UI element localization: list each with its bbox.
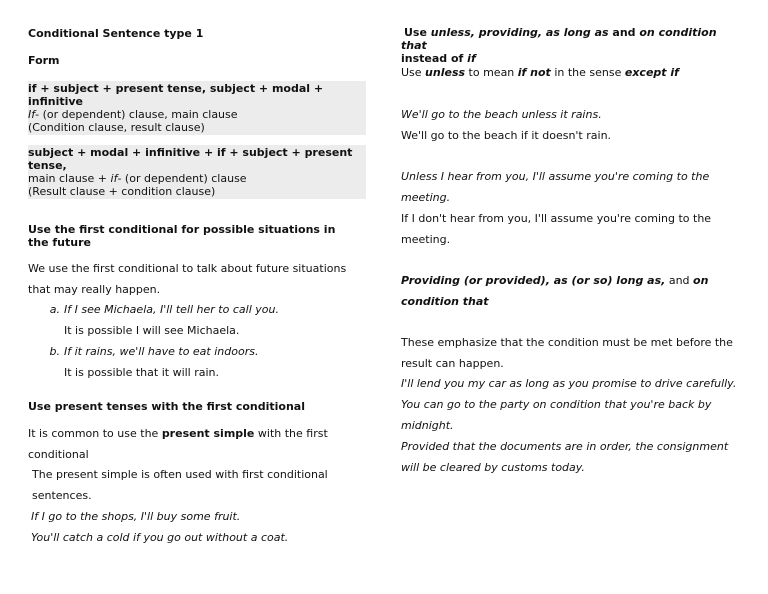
section2-example-1: If I go to the shops, I'll buy some fruit. bbox=[31, 510, 241, 523]
emphasis-note: These emphasize that the condition must be met before the result can happen. bbox=[401, 336, 733, 370]
form2-clauses: main clause + if- (or dependent) clause bbox=[28, 172, 247, 185]
providing-heading: Providing (or provided), as (or so) long as, and on condition that bbox=[401, 274, 709, 308]
unless-example-1: We'll go to the beach unless it rains. bbox=[401, 108, 602, 121]
example-documents: Provided that the documents are in order, the consignment will be cleared by customs today. bbox=[401, 440, 729, 474]
example-list bbox=[28, 299, 368, 383]
section2-example-2: You'll catch a cold if you go out without a coat. bbox=[31, 531, 289, 544]
section2-heading: Use present tenses with the first conditional bbox=[28, 400, 305, 413]
list-item-note: It is possible I will see Michaela. bbox=[64, 324, 240, 337]
unless-example-2-plain: If I don't hear from you, I'll assume you're coming to the meeting. bbox=[401, 212, 712, 246]
form2-names: (Result clause + condition clause) bbox=[28, 185, 216, 198]
example-party: You can go to the party on condition that you're back by midnight. bbox=[401, 398, 712, 432]
list-item: b. If it rains, we'll have to eat indoors. bbox=[49, 345, 259, 358]
list-item: a. If I see Michaela, I'll tell her to call you. bbox=[49, 303, 279, 316]
form-block-1 bbox=[28, 81, 366, 135]
list-item-note: It is possible that it will rain. bbox=[64, 366, 220, 379]
form1-names: (Condition clause, result clause) bbox=[28, 121, 205, 134]
unless-example-2: Unless I hear from you, I'll assume you're coming to the meeting. bbox=[401, 170, 710, 204]
section2-body: It is common to use the present simple with the first conditional bbox=[28, 427, 328, 461]
form-label: Form bbox=[28, 54, 60, 67]
section2-note: The present simple is often used with first conditional sentences. bbox=[32, 468, 328, 502]
form1-formula: if + subject + present tense, subject + modal + infinitive bbox=[28, 82, 324, 108]
section1-body: We use the first conditional to talk about future situations that may really happen. bbox=[28, 262, 347, 296]
form2-formula: subject + modal + infinitive + if + subject + present tense, bbox=[28, 146, 353, 172]
page-title: Conditional Sentence type 1 bbox=[28, 27, 204, 40]
unless-example-1-plain: We'll go to the beach if it doesn't rain. bbox=[401, 129, 612, 142]
form1-clauses: If- (or dependent) clause, main clause bbox=[28, 108, 238, 121]
section1-heading: Use the first conditional for possible situations in the future bbox=[28, 223, 336, 249]
unless-definition: Use unless to mean if not in the sense except if bbox=[401, 66, 679, 79]
right-heading: Use unless, providing, as long as and on condition that instead of if bbox=[401, 26, 717, 65]
form-block-2 bbox=[28, 145, 366, 199]
example-car: I'll lend you my car as long as you promise to drive carefully. bbox=[401, 377, 737, 390]
